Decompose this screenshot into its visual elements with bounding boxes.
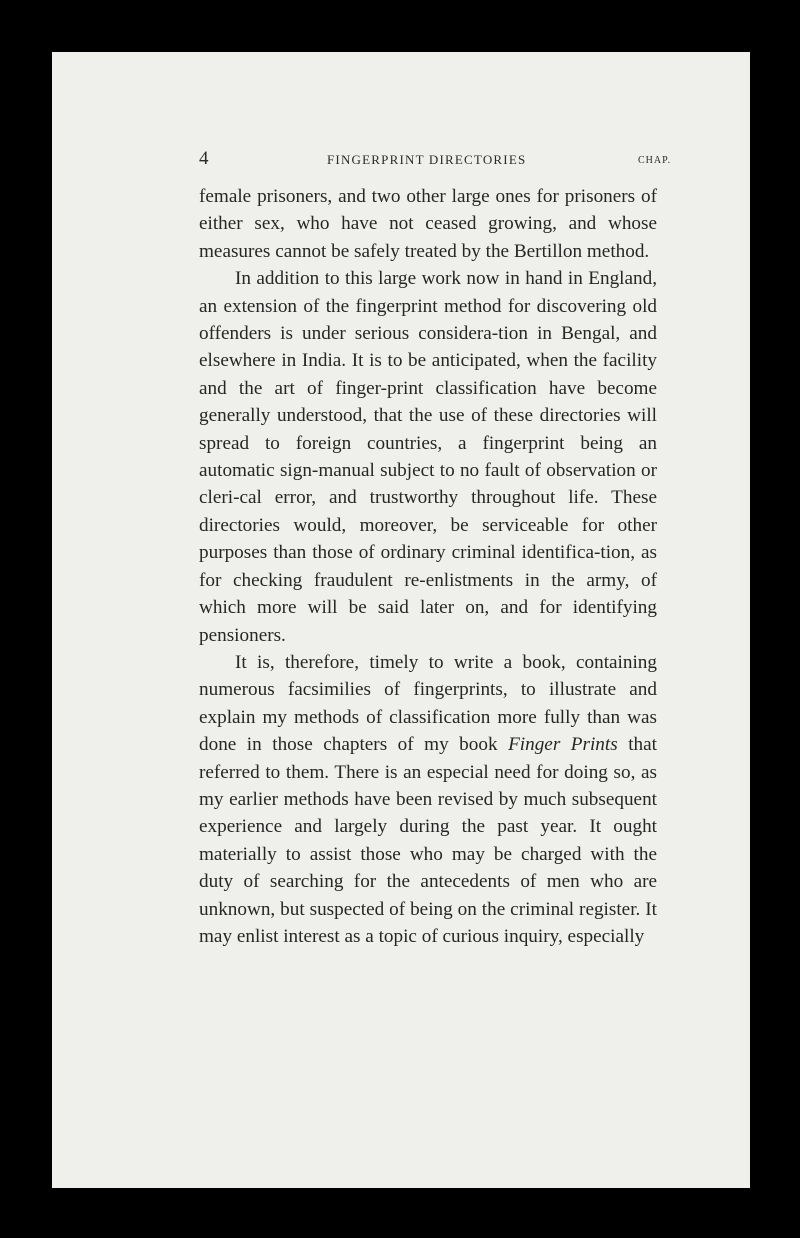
chapter-tag: CHAP. [638,155,672,166]
paragraph-3-text-before: It is, therefore, timely to write a book, containing numerous facsimilies of fingerprints, to illustrate and explain my methods of classification more fully than was done in those chapters of my book [199,651,657,756]
paragraph-2: In addition to this large work now in hand in England, an extension of the fingerprint method for discovering old offenders is under serious considera-tion in Bengal, and elsewhere in India. It is to be anticipated, when the facility and the art of finger-print classification have become generally understood, that the use of these directories will spread to foreign countries, a fingerprint being an automatic sign-manual subject to no fault of observation or cleri-cal error, and trustworthy throughout life. These directories would, moreover, be serviceable for other purposes than those of ordinary criminal identifica-tion, as for checking fraudulent re-enlistments in the army, of which more will be said later on, and for identifying pensioners. [199,268,657,646]
book-title-italic: Finger Prints [508,734,618,756]
paragraph-3 [199,649,657,950]
page-header [52,147,750,171]
book-page [52,52,750,1188]
paragraph-1: female prisoners, and two other large ones for prisoners of either sex, who have not ceased growing, and whose measures cannot be safely treated by the Bertillon method. [199,186,657,262]
paragraph-3-text-after: that referred to them. There is an especial need for doing so, as my earlier methods have been revised by much subsequent experience and largely during the past year. It ought materially to assist those who may be charged with the duty of searching for the antecedents of men who are unknown, but suspected of being on the criminal register. It may enlist interest as a topic of curious inquiry, especially [199,734,657,947]
body-text [199,183,657,950]
running-title: FINGERPRINT DIRECTORIES [327,152,527,167]
page-number: 4 [199,148,209,169]
